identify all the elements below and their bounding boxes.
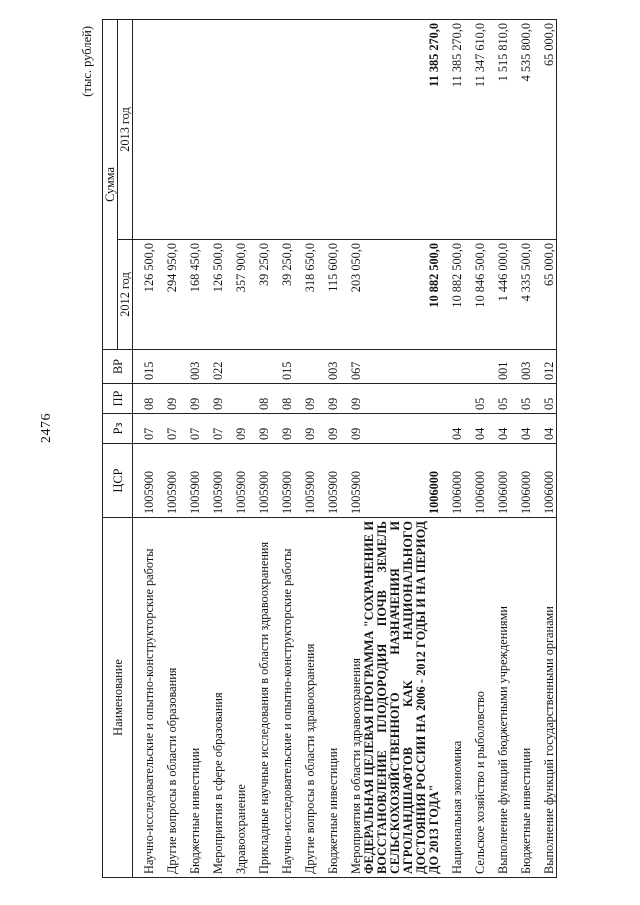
cell-name: Мероприятия в области здравоохранения — [340, 518, 363, 878]
program-cell-rz — [363, 414, 441, 444]
header-name: Наименование — [103, 518, 133, 878]
cell-y2013 — [317, 19, 340, 239]
program-cell-pr — [363, 384, 441, 414]
cell-name: Бюджетные инвестиции — [510, 518, 533, 878]
cell-vr — [294, 350, 317, 384]
cell-csr: 1005900 — [317, 444, 340, 518]
cell-csr: 1006000 — [533, 444, 557, 518]
cell-pr: 09 — [156, 384, 179, 414]
cell-pr — [441, 384, 464, 414]
cell-name: Научно-исследовательские и опытно-конструкторские работы — [271, 518, 294, 878]
cell-rz: 07 — [179, 414, 202, 444]
cell-csr: 1006000 — [464, 444, 487, 518]
table-row — [248, 19, 271, 877]
rotated-page-content — [80, 20, 560, 878]
header-csr: ЦСР — [103, 444, 133, 518]
cell-rz: 04 — [464, 414, 487, 444]
cell-y2012: 1 446 000,0 — [487, 240, 510, 350]
cell-y2012: 203 050,0 — [340, 240, 363, 350]
cell-pr: 05 — [464, 384, 487, 414]
cell-y2013 — [202, 19, 225, 239]
cell-rz: 09 — [340, 414, 363, 444]
program-cell-csr: 1006000 — [363, 444, 441, 518]
cell-rz: 09 — [271, 414, 294, 444]
cell-y2013: 11 347 610,0 — [464, 19, 487, 239]
header-pr: ПР — [103, 384, 133, 414]
cell-name: Бюджетные инвестиции — [179, 518, 202, 878]
table-row — [317, 19, 340, 877]
page-number: 2476 — [39, 413, 54, 443]
cell-name: Выполнение функций государственными органами — [533, 518, 557, 878]
table-row — [294, 19, 317, 877]
program-cell-y2013: 11 385 270,0 — [363, 19, 441, 239]
cell-y2012: 168 450,0 — [179, 240, 202, 350]
cell-vr: 003 — [179, 350, 202, 384]
table-row — [487, 19, 510, 877]
header-sum: Сумма — [103, 19, 118, 349]
table-row-program — [363, 19, 441, 877]
cell-pr: 09 — [179, 384, 202, 414]
cell-y2013 — [248, 19, 271, 239]
table-row — [510, 19, 533, 877]
cell-csr: 1005900 — [179, 444, 202, 518]
cell-rz: 04 — [510, 414, 533, 444]
cell-csr: 1005900 — [156, 444, 179, 518]
cell-y2013: 11 385 270,0 — [441, 19, 464, 239]
cell-pr: 09 — [340, 384, 363, 414]
cell-y2013: 4 535 800,0 — [510, 19, 533, 239]
budget-table — [102, 19, 557, 878]
cell-name: Прикладные научные исследования в области здравоохранения — [248, 518, 271, 878]
cell-rz: 04 — [487, 414, 510, 444]
table-row — [156, 19, 179, 877]
cell-vr — [464, 350, 487, 384]
cell-name: Здравоохранение — [225, 518, 248, 878]
cell-rz: 07 — [133, 414, 157, 444]
cell-vr — [441, 350, 464, 384]
table-row — [441, 19, 464, 877]
cell-rz: 09 — [317, 414, 340, 444]
cell-y2013 — [340, 19, 363, 239]
table-body — [133, 19, 557, 877]
cell-rz: 09 — [248, 414, 271, 444]
cell-y2013: 65 000,0 — [533, 19, 557, 239]
cell-rz: 07 — [156, 414, 179, 444]
cell-name: Бюджетные инвестиции — [317, 518, 340, 878]
table-row — [271, 19, 294, 877]
header-rz: Рз — [103, 414, 133, 444]
cell-pr — [225, 384, 248, 414]
program-cell-y2012: 10 882 500,0 — [363, 240, 441, 350]
cell-y2012: 39 250,0 — [271, 240, 294, 350]
table-area — [80, 20, 560, 878]
cell-csr: 1006000 — [487, 444, 510, 518]
table-row — [202, 19, 225, 877]
cell-name: Сельское хозяйство и рыболовство — [464, 518, 487, 878]
header-2013: 2013 год — [118, 19, 133, 239]
cell-rz: 09 — [294, 414, 317, 444]
cell-y2012: 115 600,0 — [317, 240, 340, 350]
cell-vr: 067 — [340, 350, 363, 384]
cell-rz: 04 — [441, 414, 464, 444]
cell-pr: 08 — [133, 384, 157, 414]
cell-pr: 09 — [317, 384, 340, 414]
cell-vr: 003 — [317, 350, 340, 384]
cell-y2013 — [156, 19, 179, 239]
cell-vr — [248, 350, 271, 384]
table-row — [340, 19, 363, 877]
cell-pr: 09 — [294, 384, 317, 414]
cell-pr: 09 — [202, 384, 225, 414]
cell-y2013 — [271, 19, 294, 239]
cell-name: Другие вопросы в области образования — [156, 518, 179, 878]
cell-y2012: 65 000,0 — [533, 240, 557, 350]
cell-y2013 — [133, 19, 157, 239]
table-row — [464, 19, 487, 877]
cell-csr: 1006000 — [441, 444, 464, 518]
cell-pr: 08 — [248, 384, 271, 414]
cell-y2012: 294 950,0 — [156, 240, 179, 350]
cell-y2012: 4 335 500,0 — [510, 240, 533, 350]
table-row — [225, 19, 248, 877]
cell-y2012: 357 900,0 — [225, 240, 248, 350]
cell-csr: 1005900 — [340, 444, 363, 518]
cell-csr: 1005900 — [271, 444, 294, 518]
cell-csr: 1005900 — [133, 444, 157, 518]
cell-y2012: 10 882 500,0 — [441, 240, 464, 350]
cell-csr: 1005900 — [202, 444, 225, 518]
header-2012: 2012 год — [118, 240, 133, 350]
cell-pr: 05 — [533, 384, 557, 414]
cell-vr — [225, 350, 248, 384]
cell-pr: 08 — [271, 384, 294, 414]
cell-rz: 07 — [202, 414, 225, 444]
cell-name: Другие вопросы в области здравоохранения — [294, 518, 317, 878]
cell-csr: 1005900 — [248, 444, 271, 518]
units-label: (тыс. рублей) — [80, 26, 94, 97]
cell-vr: 015 — [133, 350, 157, 384]
program-cell-name: ФЕДЕРАЛЬНАЯ ЦЕЛЕВАЯ ПРОГРАММА "СОХРАНЕНИЕ И ВОССТАНОВЛЕНИЕ ПЛОДОРОДИЯ ПОЧВ ЗЕМЕЛЬ СЕЛЬСКОХОЗЯЙСТВЕННОГО НАЗНАЧЕНИЯ И АГРОЛАНДШАФТОВ КАК НАЦИОНАЛЬНОГО ДОСТОЯНИЯ РОССИИ НА 2006 - 2012 ГОДЫ И НА ПЕРИОД ДО 2013 ГОДА" — [363, 518, 441, 878]
cell-name: Мероприятия в сфере образования — [202, 518, 225, 878]
cell-y2012: 318 650,0 — [294, 240, 317, 350]
cell-vr: 003 — [510, 350, 533, 384]
program-cell-vr — [363, 350, 441, 384]
cell-y2013: 1 515 810,0 — [487, 19, 510, 239]
cell-vr: 012 — [533, 350, 557, 384]
cell-vr: 022 — [202, 350, 225, 384]
cell-rz: 09 — [225, 414, 248, 444]
cell-y2012: 126 500,0 — [202, 240, 225, 350]
cell-name: Научно-исследовательские и опытно-конструкторские работы — [133, 518, 157, 878]
cell-csr: 1005900 — [225, 444, 248, 518]
cell-pr: 05 — [510, 384, 533, 414]
cell-y2013 — [179, 19, 202, 239]
cell-pr: 05 — [487, 384, 510, 414]
table-row — [133, 19, 157, 877]
cell-vr: 015 — [271, 350, 294, 384]
cell-csr: 1005900 — [294, 444, 317, 518]
cell-y2012: 39 250,0 — [248, 240, 271, 350]
cell-name: Выполнение функций бюджетными учреждениями — [487, 518, 510, 878]
table-row — [533, 19, 557, 877]
cell-vr — [156, 350, 179, 384]
cell-y2012: 10 846 500,0 — [464, 240, 487, 350]
cell-rz: 04 — [533, 414, 557, 444]
table-row — [179, 19, 202, 877]
cell-name: Национальная экономика — [441, 518, 464, 878]
header-vr: ВР — [103, 350, 133, 384]
cell-vr: 001 — [487, 350, 510, 384]
cell-csr: 1006000 — [510, 444, 533, 518]
cell-y2013 — [294, 19, 317, 239]
cell-y2012: 126 500,0 — [133, 240, 157, 350]
cell-y2013 — [225, 19, 248, 239]
